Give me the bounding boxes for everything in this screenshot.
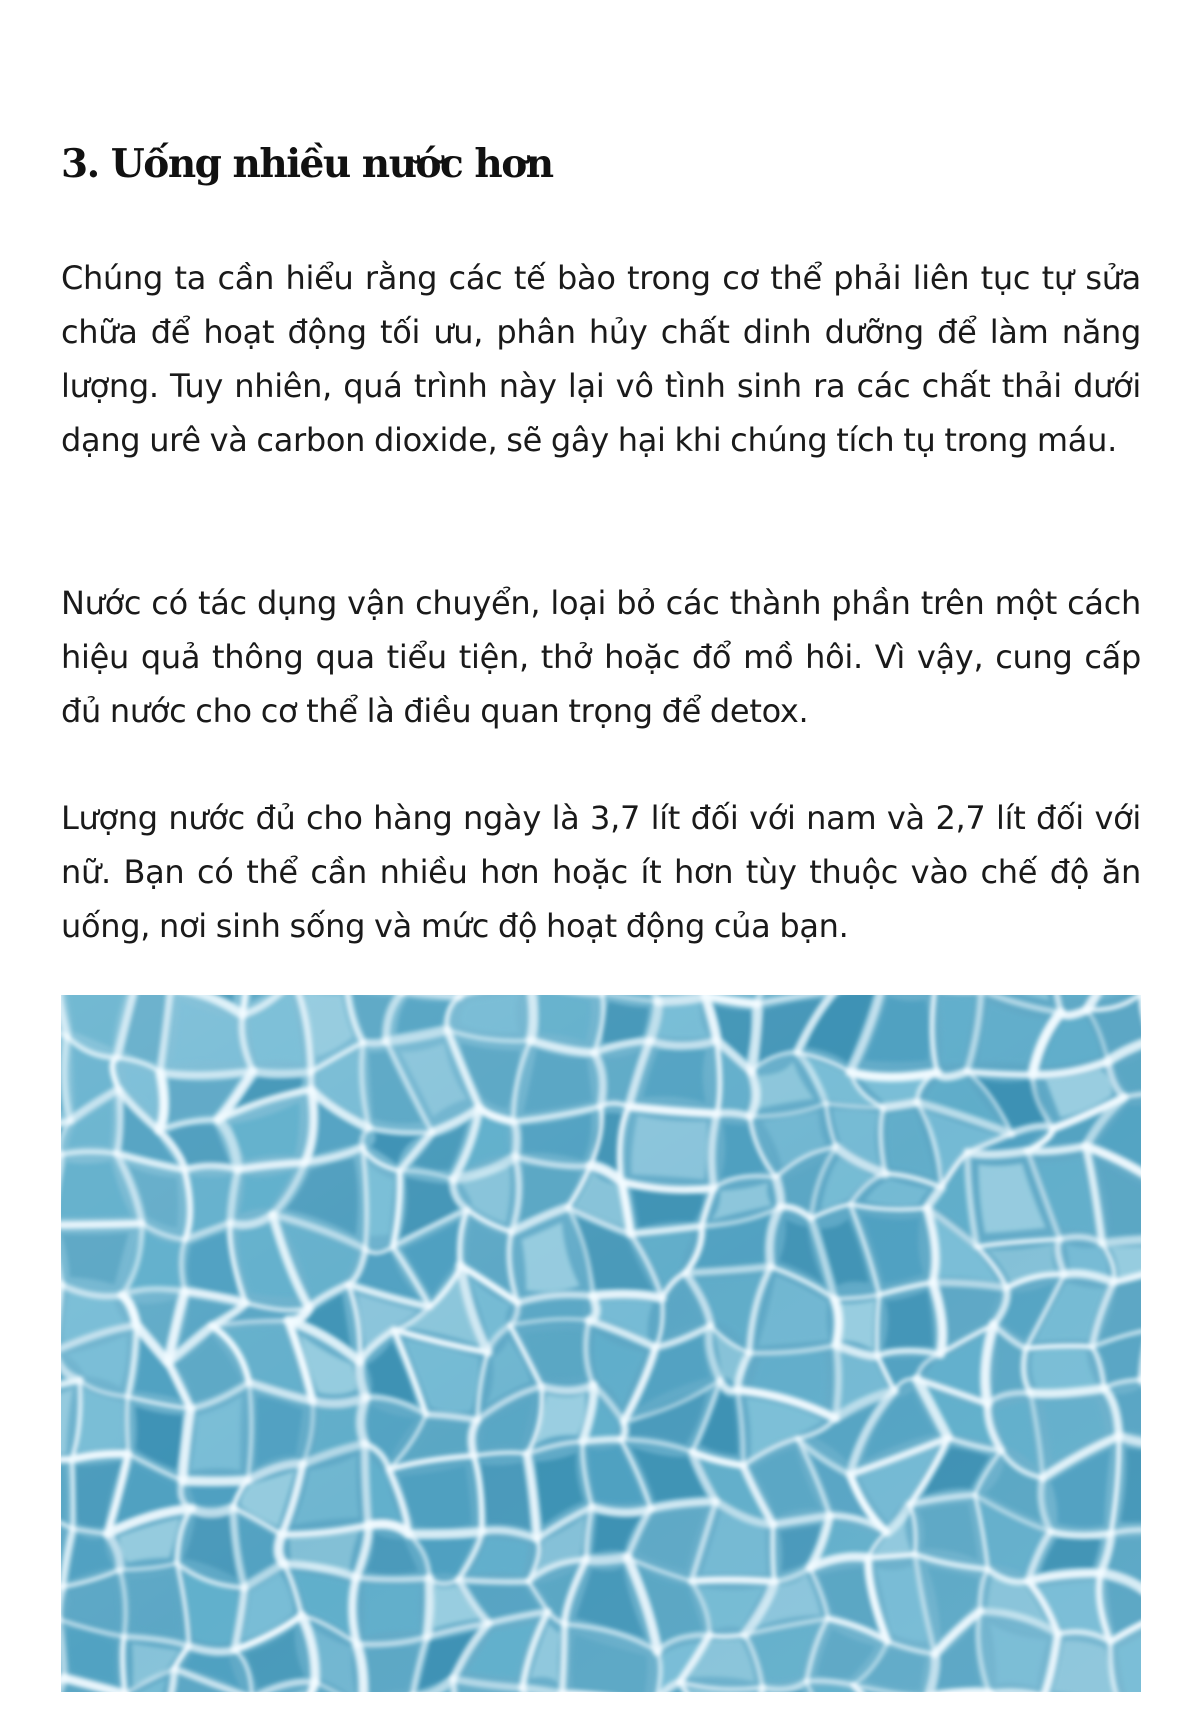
caustic-line [562, 1624, 565, 1692]
caustic-line [968, 1151, 1028, 1155]
caustic-line [989, 1691, 1044, 1692]
caustic-line [356, 1577, 429, 1579]
caustic-line [360, 1398, 366, 1444]
caustic-line [1102, 1239, 1141, 1243]
caustic-line [365, 1444, 368, 1526]
caustic-line [253, 1071, 311, 1074]
caustic-line [776, 1177, 781, 1207]
water-cell [129, 1574, 179, 1634]
caustic-line [583, 1439, 621, 1441]
caustic-line [834, 1299, 838, 1345]
water-cell [1032, 1349, 1097, 1389]
caustic-line [593, 1294, 662, 1298]
caustic-line [967, 1072, 1033, 1075]
caustic-line [117, 1089, 121, 1153]
water-ripple-photo [61, 995, 1141, 1692]
paragraph-cell-waste: Chúng ta cần hiểu rằng các tế bào trong cơ thể phải liên tục tự sửa chữa để hoạt động tối ưu, phân hủy chất dinh dưỡng để làm năng lượng. Tuy nhiên, quá trình này lại vô tình sinh ra các chất thải dưới dạng urê và carbon dioxide, sẽ gây hại khi chúng tích tụ trong máu. [61, 259, 1141, 459]
caustic-line [883, 1102, 917, 1107]
caustic-line [835, 1345, 838, 1418]
caustic-line [1051, 1532, 1111, 1536]
water-cell [631, 1115, 707, 1179]
caustic-line [72, 1460, 73, 1529]
caustic-line [691, 1580, 774, 1582]
water-cell [364, 1584, 421, 1636]
caustic-line [182, 1480, 247, 1481]
caustic-line [123, 1637, 125, 1692]
caustic-line [586, 1557, 627, 1560]
caustic-line [868, 1554, 915, 1557]
caustic-line [61, 1678, 64, 1692]
caustic-line [61, 1223, 142, 1225]
paragraph-water-function: Nước có tác dụng vận chuyển, loại bỏ các thành phần trên một cách hiệu quả thông qua tiểu tiện, thở hoặc đổ mồ hôi. Vì vậy, cung cấp đủ nước cho cơ thể là điều quan trọng để detox. [61, 584, 1141, 730]
caustic-line [709, 1635, 745, 1637]
caustic-line [192, 1508, 234, 1513]
caustic-line [877, 1295, 879, 1356]
caustic-line [278, 1535, 283, 1564]
caustic-line [352, 1577, 356, 1644]
paragraph-daily-intake: Lượng nước đủ cho hàng ngày là 3,7 lít đối với nam và 2,7 lít đối với nữ. Bạn có thể cần nhiều hơn hoặc ít hơn tùy thuộc vào chế độ ăn uống, nơi sinh sống và mức độ hoạt động của bạn. [61, 799, 1141, 945]
caustic-line [850, 1072, 938, 1077]
caustic-line [513, 1122, 516, 1157]
caustic-line [459, 1580, 529, 1582]
caustic-line [658, 996, 705, 1002]
caustic-line [409, 1532, 482, 1535]
caustic-line [717, 1113, 750, 1117]
caustic-line [937, 1072, 966, 1077]
caustic-line [160, 1071, 253, 1075]
caustic-line [1026, 1346, 1092, 1348]
caustic-line [773, 1524, 775, 1581]
section-heading: 3. Uống nhiều nước hơn [61, 141, 553, 187]
caustic-line [427, 1578, 430, 1637]
caustic-line [127, 1397, 128, 1454]
caustic-line [61, 1152, 117, 1155]
caustic-line [1030, 1388, 1104, 1393]
caustic-line [530, 995, 533, 1041]
caustic-line [159, 1073, 164, 1131]
water-cell [480, 1463, 530, 1530]
